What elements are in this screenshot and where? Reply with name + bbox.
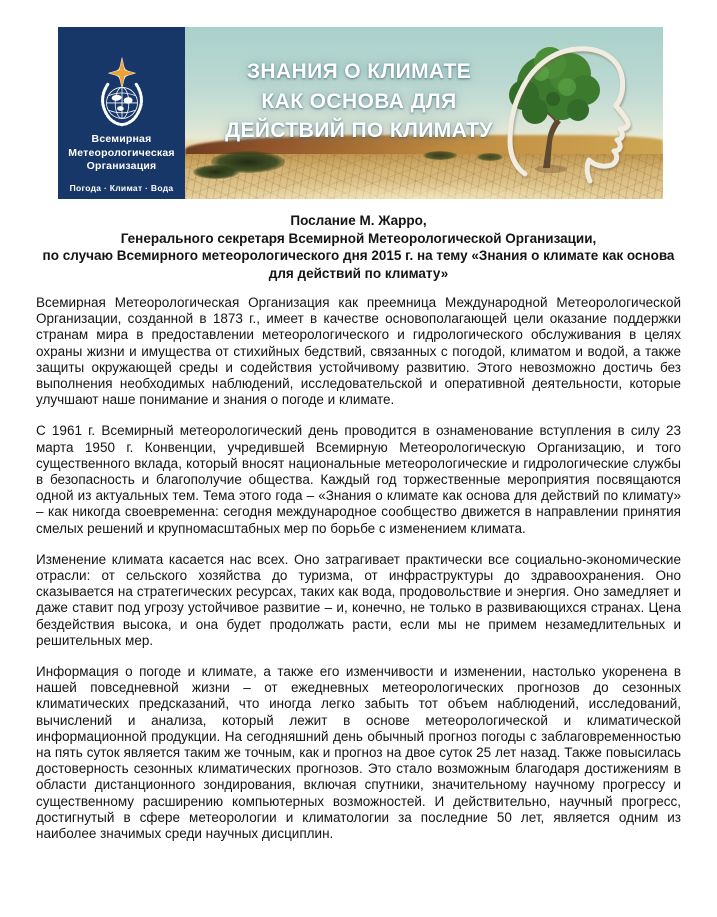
document-heading xyxy=(36,212,681,282)
banner xyxy=(58,27,663,199)
paragraph-2: С 1961 г. Всемирный метеорологический день проводится в ознаменование вступления в силу 23 марта 1950 г. Конвенции, учредившей Всемирную Метеорологическую Организацию, и того существенного вклада, который вносят национальные метеорологические и гидрологические службы в безопасность и благополучие общества. Каждый год торжественные мероприятия посвящаются одной из актуальных тем. Тема этого года – «Знания о климате как основа для действий по климату» – как никогда своевременна: сегодня международное сообщество движется в направлении принятия смелых решений и крупномасштабных мер по борьбе с изменением климата. xyxy=(36,423,681,536)
heading-line: Послание М. Жарро, xyxy=(290,213,427,228)
banner-title-line: КАК ОСНОВА ДЛЯ xyxy=(261,89,457,113)
banner-title-line: ЗНАНИЯ О КЛИМАТЕ xyxy=(246,60,472,83)
org-name-line: Всемирная xyxy=(91,133,152,145)
heading-line: по случаю Всемирного метеорологического дня 2015 г. на тему «Знания о климате как основа для действий по климату» xyxy=(42,248,675,281)
bush xyxy=(423,151,457,160)
org-name xyxy=(68,133,174,174)
wmo-emblem-icon xyxy=(91,57,153,129)
paragraph-3: Изменение климата касается нас всех. Оно затрагивает практически все социально-экономические отрасли: от сельского хозяйства до туризма, от инфраструктуры до здравоохранения. Оно сказывается на стратегических ресурсах, таких как вода, продовольствие и энергия. Оно замедляет и даже ставит под угрозу устойчивое развитие – и, конечно, не только в развивающихся странах. Цена бездействия высока, и она будет продолжать расти, если мы не примем незамедлительных и решительных мер. xyxy=(36,551,681,648)
bush xyxy=(193,165,239,179)
paragraph-1: Всемирная Метеорологическая Организация как преемница Международной Метеорологической Организации, созданной в 1873 г., имеет в качестве основополагающей цели оказание поддержки странам мира в предоставлении метеорологического и гидрологического обслуживания в целях охраны жизни и имущества от стихийных бедствий, связанных с погодой, климатом и водой, а также защиты окружающей среды и содействия устойчивому развитию. Этого невозможно достичь без выполнения необходимых наблюдений, исследовательской и оперативной деятельности, которые улучшают наше понимание и знания о погоде и климате. xyxy=(36,295,681,408)
org-tagline: Погода · Климат · Вода xyxy=(69,182,174,193)
org-name-line: Организация xyxy=(86,160,157,172)
banner-photo xyxy=(185,27,663,199)
banner-title xyxy=(193,57,525,146)
paragraph-4: Информация о погоде и климате, а также его изменчивости и изменении, настолько укоренена в нашей повседневной жизни – от ежедневных метеорологических прогнозов до сезонных климатических предсказаний, что иногда легко забыть тот объем наблюдений, исследований, вычислений и анализа, который лежит в основе метеорологической и климатической информационной продукции. На сегодняшний день обычный прогноз погоды с заблаговременностью на пять суток является таким же точным, как и прогноз на двое суток 25 лет назад. Также повысилась достоверность сезонных климатических прогнозов. Это стало возможным благодаря достижениям в области дистанционного зондирования, включая спутники, значительному научному прогрессу и существенному расширению компьютерных возможностей. И действительно, научный прогресс, достигнутый в сфере метеорологии и климатологии за последние 50 лет, является одним из наиболее значимых среди научных дисциплин. xyxy=(36,664,681,842)
banner-title-line: ДЕЙСТВИЙ ПО КЛИМАТУ xyxy=(225,119,493,142)
document-body xyxy=(36,212,681,842)
heading-line: Генерального секретаря Всемирной Метеорологической Организации, xyxy=(120,230,597,246)
tree-head-art xyxy=(489,29,659,199)
org-name-line: Метеорологическая xyxy=(68,146,175,159)
wmo-logo-box xyxy=(58,27,185,199)
